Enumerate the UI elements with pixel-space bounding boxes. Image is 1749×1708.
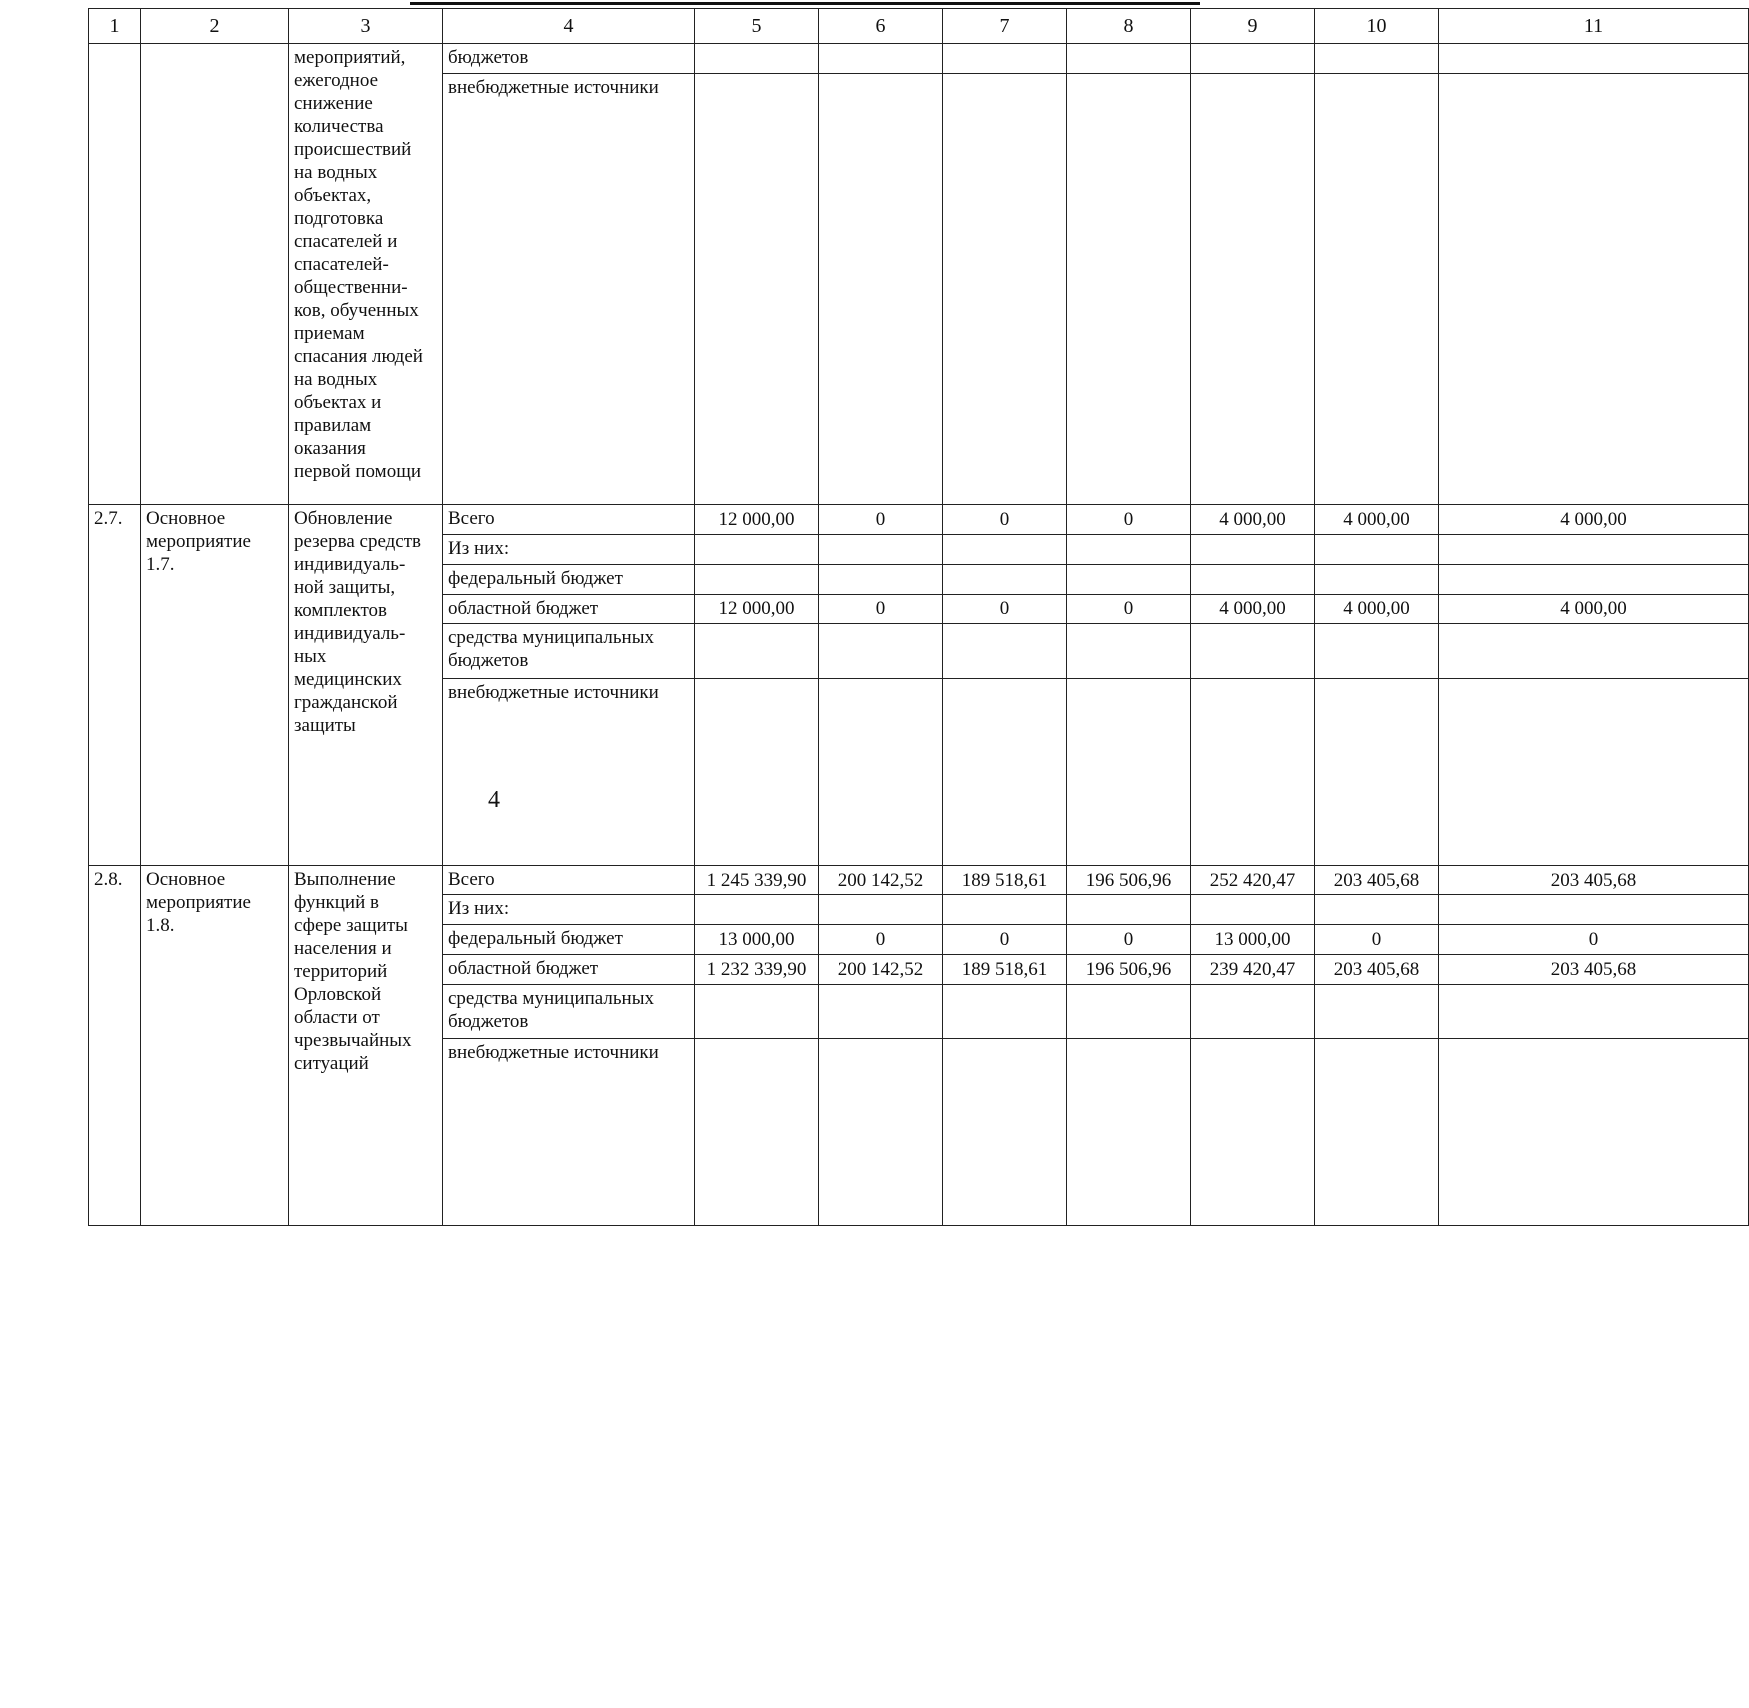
- value-cell: [819, 678, 943, 865]
- value-cell: [1315, 74, 1439, 505]
- header-row: [89, 9, 1749, 44]
- value-cell: 0: [819, 925, 943, 955]
- value-cell: [1191, 984, 1315, 1038]
- value-cell: [1315, 44, 1439, 74]
- source-cell: бюджетов: [443, 44, 695, 74]
- value-cell: [1067, 895, 1191, 925]
- value-cell: [819, 535, 943, 565]
- source-cell: федеральный бюджет: [443, 564, 695, 594]
- value-cell: 4 000,00: [1439, 505, 1749, 535]
- value-cell: [1191, 535, 1315, 565]
- value-cell: 0: [943, 505, 1067, 535]
- table-row: [89, 505, 1749, 535]
- value-cell: 196 506,96: [1067, 954, 1191, 984]
- value-cell: 200 142,52: [819, 954, 943, 984]
- value-cell: [1315, 678, 1439, 865]
- value-cell: [1191, 624, 1315, 678]
- value-cell: 203 405,68: [1315, 865, 1439, 895]
- top-rule: [410, 2, 1200, 5]
- block-description: Выполнение функций в сфере защиты населения и территорий Орловской области от чрезвычайных ситуаций: [289, 865, 443, 1225]
- page-number: 4: [488, 787, 500, 813]
- value-cell: [819, 1038, 943, 1225]
- source-cell: федеральный бюджет: [443, 925, 695, 955]
- value-cell: [1439, 984, 1749, 1038]
- value-cell: [1191, 44, 1315, 74]
- value-cell: 0: [1067, 925, 1191, 955]
- value-cell: 4 000,00: [1439, 594, 1749, 624]
- value-cell: [1439, 895, 1749, 925]
- value-cell: [943, 895, 1067, 925]
- value-cell: [1191, 678, 1315, 865]
- value-cell: 0: [943, 925, 1067, 955]
- header-col-8: 8: [1067, 9, 1191, 44]
- value-cell: [1315, 535, 1439, 565]
- value-cell: [695, 564, 819, 594]
- header-col-9: 9: [1191, 9, 1315, 44]
- value-cell: [943, 984, 1067, 1038]
- value-cell: 203 405,68: [1439, 865, 1749, 895]
- value-cell: [1191, 895, 1315, 925]
- source-cell: внебюджетные источники: [443, 678, 695, 865]
- value-cell: 0: [1439, 925, 1749, 955]
- value-cell: [1439, 44, 1749, 74]
- block-description: Обновление резерва средств индивидуаль- ной защиты, комплектов индивидуаль- ных медицинских гражданской защиты: [289, 505, 443, 865]
- value-cell: 189 518,61: [943, 954, 1067, 984]
- value-cell: [819, 984, 943, 1038]
- value-cell: [695, 74, 819, 505]
- value-cell: 4 000,00: [1315, 505, 1439, 535]
- value-cell: [819, 624, 943, 678]
- value-cell: [819, 44, 943, 74]
- value-cell: 0: [1067, 594, 1191, 624]
- value-cell: 203 405,68: [1439, 954, 1749, 984]
- value-cell: [1439, 74, 1749, 505]
- value-cell: 1 232 339,90: [695, 954, 819, 984]
- header-col-4: 4: [443, 9, 695, 44]
- value-cell: 189 518,61: [943, 865, 1067, 895]
- value-cell: 4 000,00: [1191, 594, 1315, 624]
- value-cell: [1315, 1038, 1439, 1225]
- header-col-7: 7: [943, 9, 1067, 44]
- value-cell: 239 420,47: [1191, 954, 1315, 984]
- value-cell: 196 506,96: [1067, 865, 1191, 895]
- value-cell: 200 142,52: [819, 865, 943, 895]
- blocks-body: [89, 505, 1749, 1226]
- value-cell: [1067, 564, 1191, 594]
- value-cell: [1191, 1038, 1315, 1225]
- source-cell: Из них:: [443, 895, 695, 925]
- value-cell: [1439, 678, 1749, 865]
- value-cell: [1067, 1038, 1191, 1225]
- value-cell: 13 000,00: [695, 925, 819, 955]
- value-cell: [1067, 678, 1191, 865]
- intro-cell-name: [141, 44, 289, 505]
- value-cell: [1067, 535, 1191, 565]
- value-cell: [943, 678, 1067, 865]
- value-cell: [943, 74, 1067, 505]
- value-cell: [1315, 984, 1439, 1038]
- value-cell: [1439, 1038, 1749, 1225]
- table-container: [88, 8, 1748, 1226]
- value-cell: 4 000,00: [1315, 594, 1439, 624]
- block-number: 2.8.: [89, 865, 141, 1225]
- header-col-6: 6: [819, 9, 943, 44]
- value-cell: [943, 564, 1067, 594]
- value-cell: [1439, 624, 1749, 678]
- header-col-1: 1: [89, 9, 141, 44]
- value-cell: [1067, 624, 1191, 678]
- intro-cell-num: [89, 44, 141, 505]
- header-col-3: 3: [289, 9, 443, 44]
- header-col-5: 5: [695, 9, 819, 44]
- value-cell: 13 000,00: [1191, 925, 1315, 955]
- source-cell: внебюджетные источники: [443, 1038, 695, 1225]
- value-cell: [943, 535, 1067, 565]
- intro-cell-desc: мероприятий, ежегодное снижение количества происшествий на водных объектах, подготовка спасателей и спасателей- общественни- ков, обученных приемам спасания людей на водных объектах и правилам оказания первой помощи: [289, 44, 443, 505]
- value-cell: [943, 1038, 1067, 1225]
- funding-table: [88, 8, 1749, 1226]
- value-cell: [819, 895, 943, 925]
- value-cell: 203 405,68: [1315, 954, 1439, 984]
- value-cell: 252 420,47: [1191, 865, 1315, 895]
- value-cell: [695, 624, 819, 678]
- value-cell: [1315, 564, 1439, 594]
- value-cell: 12 000,00: [695, 594, 819, 624]
- source-cell: внебюджетные источники: [443, 74, 695, 505]
- source-cell: Всего: [443, 865, 695, 895]
- value-cell: [1439, 564, 1749, 594]
- value-cell: [695, 44, 819, 74]
- value-cell: 0: [1315, 925, 1439, 955]
- value-cell: [695, 678, 819, 865]
- value-cell: 0: [943, 594, 1067, 624]
- source-cell: Из них:: [443, 535, 695, 565]
- value-cell: [1067, 44, 1191, 74]
- value-cell: [1439, 535, 1749, 565]
- value-cell: [1191, 74, 1315, 505]
- value-cell: [943, 624, 1067, 678]
- value-cell: [1191, 564, 1315, 594]
- block-name: Основное мероприятие 1.7.: [141, 505, 289, 865]
- value-cell: 4 000,00: [1191, 505, 1315, 535]
- value-cell: 0: [1067, 505, 1191, 535]
- source-cell: средства муниципальных бюджетов: [443, 624, 695, 678]
- value-cell: [819, 564, 943, 594]
- header-col-2: 2: [141, 9, 289, 44]
- header-col-10: 10: [1315, 9, 1439, 44]
- block-number: 2.7.: [89, 505, 141, 865]
- value-cell: 1 245 339,90: [695, 865, 819, 895]
- value-cell: 0: [819, 505, 943, 535]
- rotated-page: [0, 8, 1637, 1226]
- value-cell: [695, 535, 819, 565]
- value-cell: [819, 74, 943, 505]
- value-cell: [943, 44, 1067, 74]
- source-cell: областной бюджет: [443, 954, 695, 984]
- value-cell: [695, 984, 819, 1038]
- value-cell: [1067, 74, 1191, 505]
- value-cell: [1315, 624, 1439, 678]
- table-row: [89, 44, 1749, 74]
- source-cell: средства муниципальных бюджетов: [443, 984, 695, 1038]
- source-cell: областной бюджет: [443, 594, 695, 624]
- block-name: Основное мероприятие 1.8.: [141, 865, 289, 1225]
- value-cell: 12 000,00: [695, 505, 819, 535]
- table-row: [89, 865, 1749, 895]
- value-cell: [695, 895, 819, 925]
- value-cell: [695, 1038, 819, 1225]
- value-cell: [1315, 895, 1439, 925]
- value-cell: 0: [819, 594, 943, 624]
- value-cell: [1067, 984, 1191, 1038]
- source-cell: Всего: [443, 505, 695, 535]
- header-col-11: 11: [1439, 9, 1749, 44]
